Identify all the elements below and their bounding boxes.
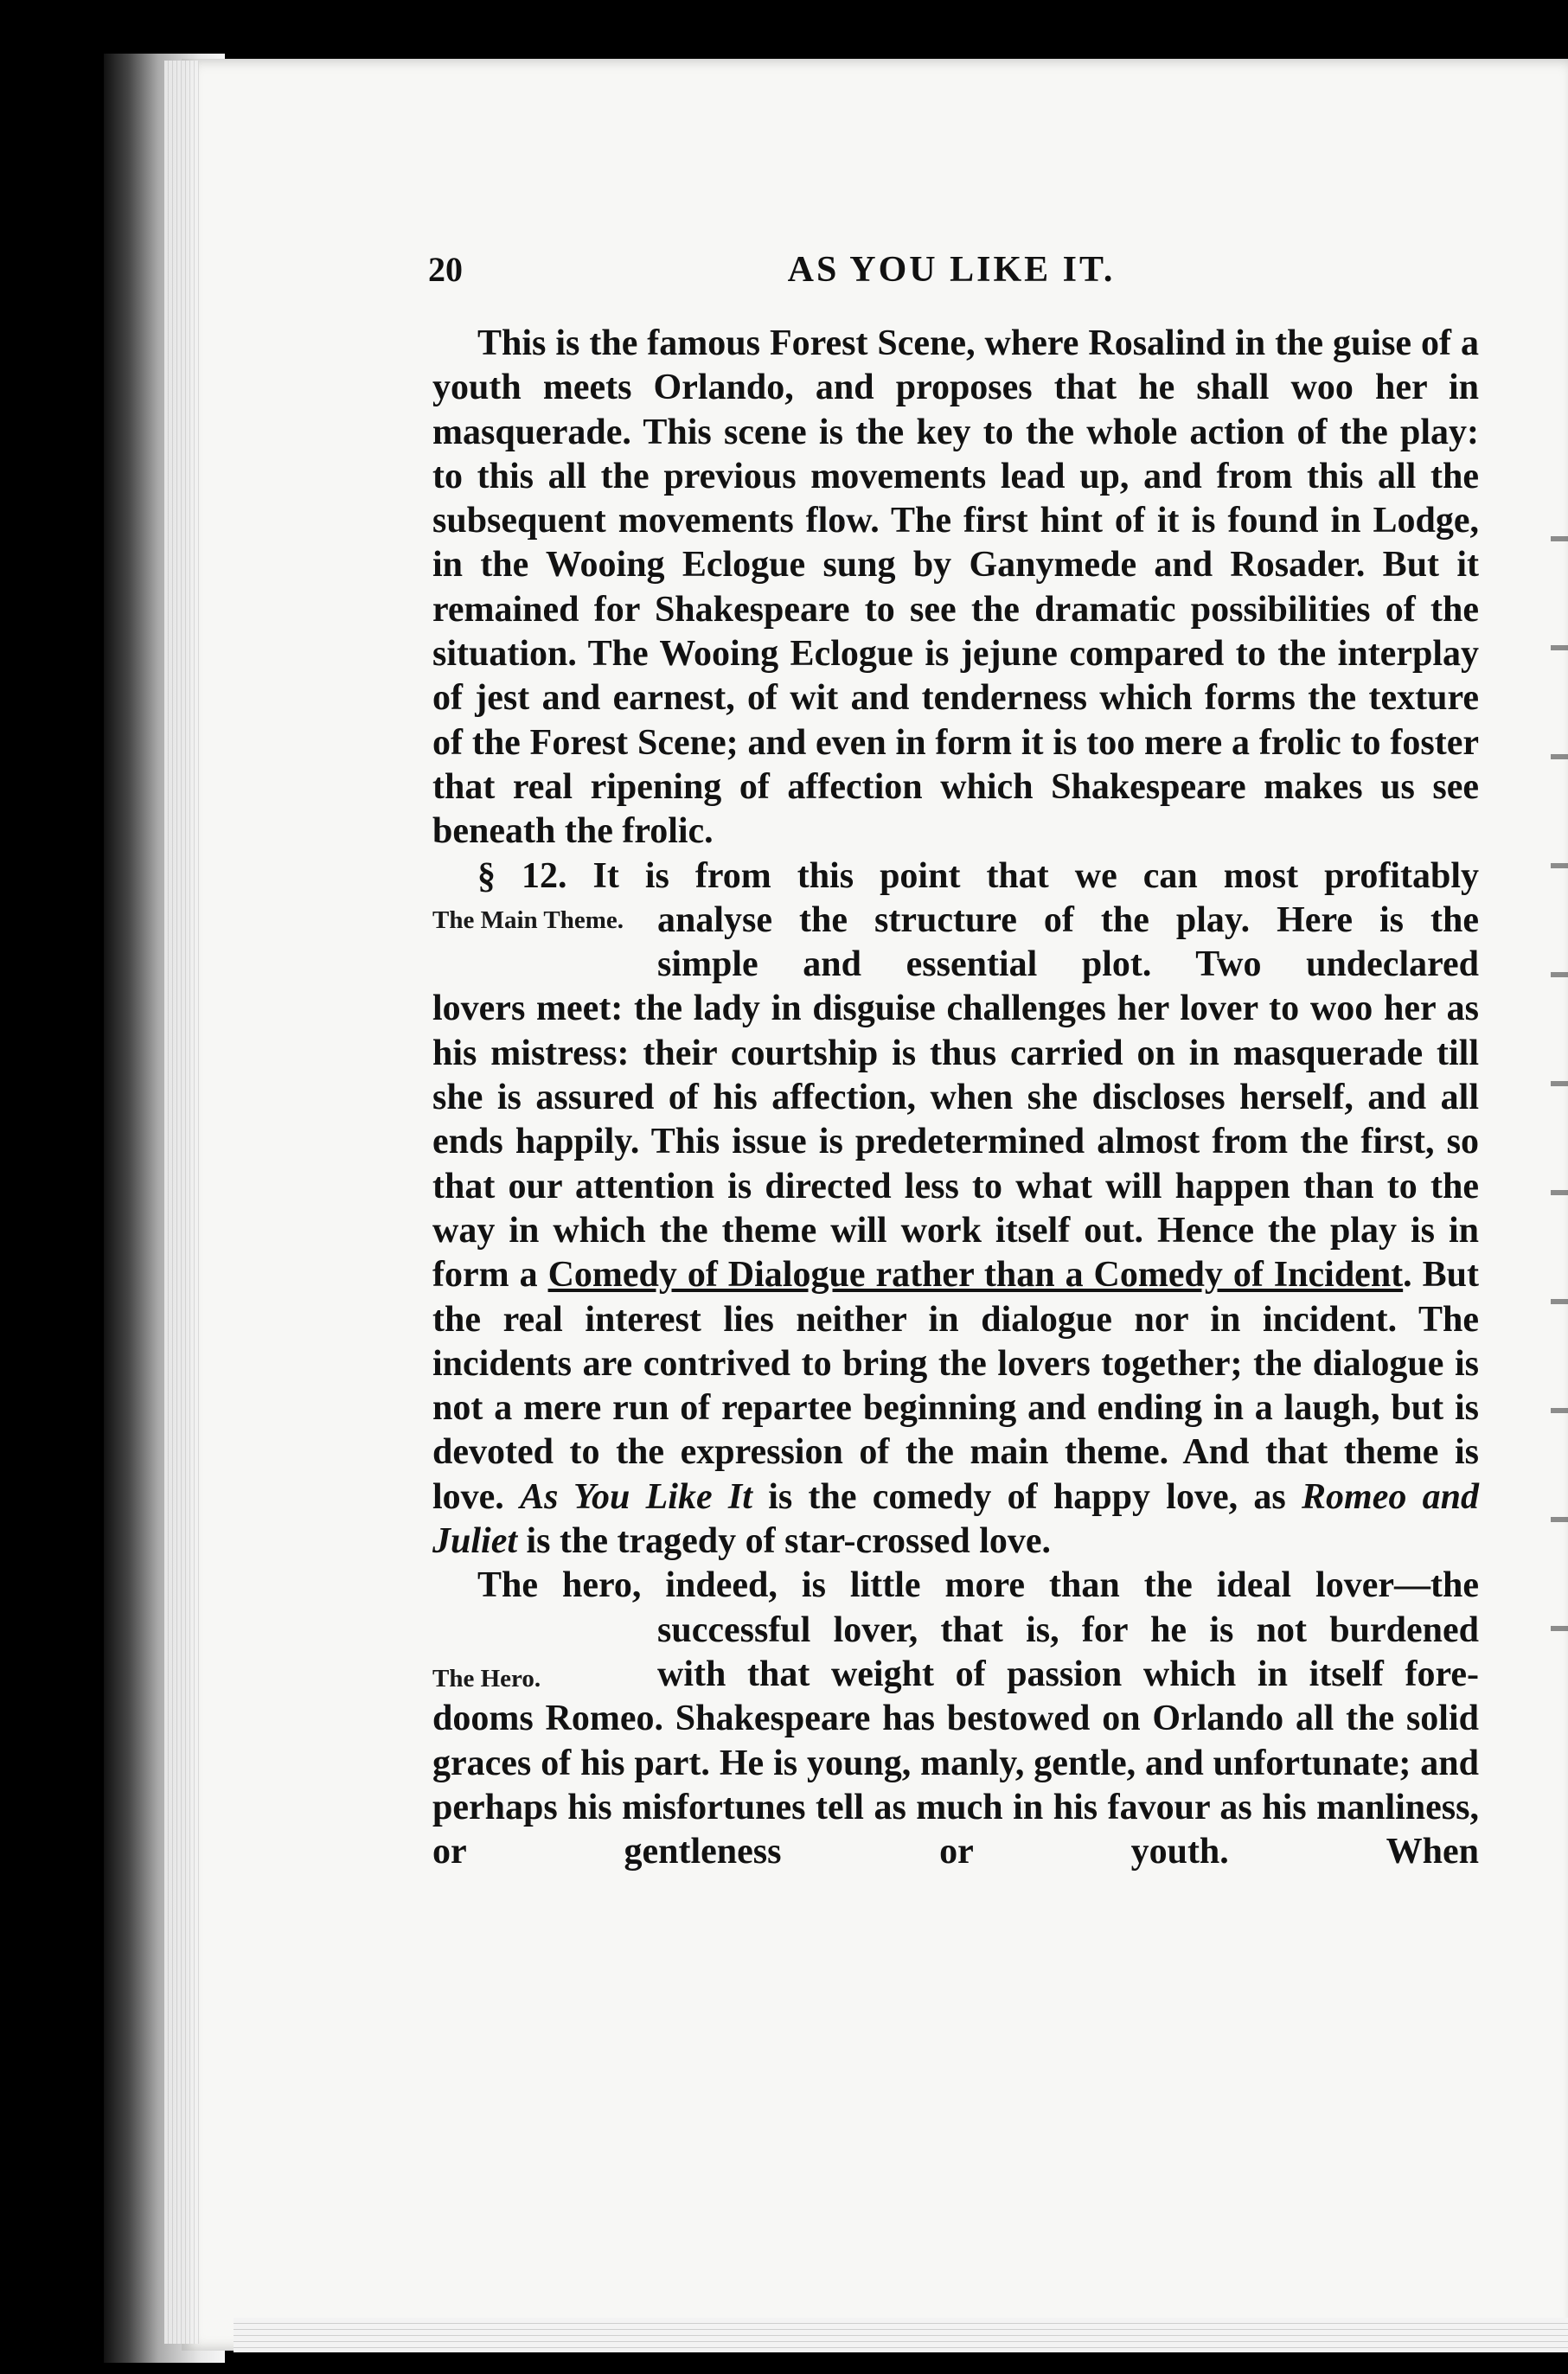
body-text [432,322,1479,1874]
hero-first-line: The hero, indeed, is little more than the ideal lover—the [477,1565,1479,1606]
section-12-side-block [432,899,1479,988]
main-theme-text-d: is the tragedy of star-crossed love. [517,1521,1052,1562]
paragraph-forest-scene: This is the famous Forest Scene, where Rosalind in the guise of a youth meets Orlando, and proposes that he shall woo her in masquerade. This scene is the key to the whole action of the play: to this all the previous movements lead up, and from this all the subsequent movements flow. The first hint of it is found in Lodge, in the Wooing Eclogue sung by Ganymede and Rosader. But it remained for Shakespeare to see the dramatic possibilities of the situation. The Wooing Eclogue is jejune compared to the interplay of jest and earnest, of wit and tenderness which forms the texture of the Forest Scene; and even in form it is too mere a frolic to foster that real ripening of affection which Shakespeare makes us see beneath the frolic. [432,323,1479,852]
margin-note-the-hero: The Hero. [432,1664,541,1693]
page-number: 20 [428,250,463,289]
underlined-phrase: Comedy of Dialogue rather than a Comedy of Incident [547,1255,1404,1296]
play-title-romeo-and-juliet: Romeo and Juliet [432,1476,1479,1562]
running-header [428,249,1475,292]
section-12-indented-lines [657,899,1479,988]
section-12-first-line: § 12. It is from this point that we can most profitably [477,855,1479,896]
running-title: AS YOU LIKE IT. [787,250,1116,290]
page-edges [164,61,199,2344]
paragraph-main-theme [432,987,1479,1564]
section-12-line-2: analyse the structure of the play. Here is the [657,899,1479,940]
main-theme-text-b: . But the real interest lies neither in dialogue nor in incident. The incidents are contrived to bring the lovers together; the dialogue is not a mere run of repartee beginning and ending in a laugh, but is devoted to the expression of the main theme. And that theme is love. [432,1255,1479,1517]
hero-line-2: successful lover, that is, for he is not burdened [657,1609,1479,1650]
bottom-page-edges [234,2318,1568,2352]
main-theme-text-a: lovers meet: the lady in disguise challenges her lover to woo her as his mistress: their courtship is thus carried on in masquerade till she is assured of his affection, when she discloses herself, and all ends happily. This issue is predetermined almost from the first, so that our attention is directed less to what will happen than to the way in which the theme will work itself out. Hence the play is in form a [432,989,1479,1296]
paragraph-hero: dooms Romeo. Shakespeare has bestowed on Orlando all the solid graces of his part. He is young, manly, gentle, and unfortunate; and perhaps his misfortunes tell as much in his favour as his manliness, or gentleness or youth. When [432,1699,1479,1872]
hero-indented-lines [657,1609,1479,1698]
hero-side-block [432,1609,1479,1698]
section-12-line-3: simple and essential plot. Two undeclared [657,944,1479,985]
hero-line-3: with that weight of passion which in itself fore- [657,1654,1479,1694]
right-edge-marks [1551,432,1568,1643]
margin-note-main-theme: The Main Theme. [432,905,624,934]
main-theme-text-c: is the comedy of happy love, as [752,1476,1302,1517]
play-title-as-you-like-it: As You Like It [520,1476,752,1517]
